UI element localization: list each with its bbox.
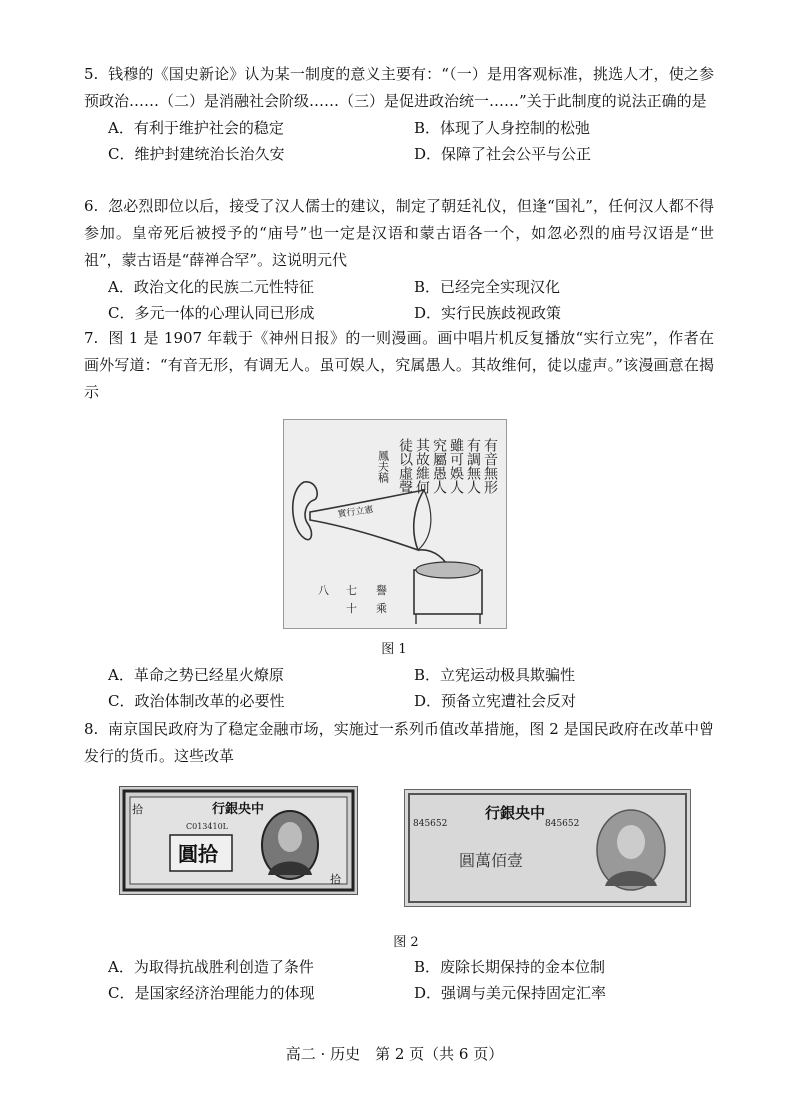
cartoon-date-2: 七: [346, 584, 357, 597]
banknote-2-bank: 行銀央中: [485, 804, 546, 822]
option-c[interactable]: C．多元一体的心理认同已形成: [108, 303, 315, 322]
answer-options: [84, 954, 714, 1006]
question-stem: [84, 325, 714, 406]
option-d[interactable]: D．保障了社会公平与公正: [414, 144, 592, 163]
option-c[interactable]: C．维护封建统治长治久安: [108, 144, 285, 163]
banknote-1: [119, 786, 358, 895]
cartoon-date-5: 乘: [376, 602, 387, 615]
cartoon-date-4: 十: [346, 602, 357, 615]
question-number: 5.: [84, 65, 99, 83]
answer-options: [84, 115, 714, 167]
cartoon-drawing: [284, 420, 506, 628]
option-a[interactable]: A．有利于维护社会的稳定: [108, 118, 284, 137]
cartoon-text-col-4: 究屬愚人: [431, 438, 447, 494]
option-b[interactable]: B．体现了人身控制的松弛: [414, 118, 591, 137]
question-7-options: [84, 662, 714, 714]
record-disc: [416, 562, 480, 578]
answer-options: [84, 274, 714, 326]
page-footer: 高二 · 历史 第 2 页（共 6 页）: [285, 1045, 504, 1063]
option-c[interactable]: C．是国家经济治理能力的体现: [108, 983, 315, 1002]
question-8-options: [84, 954, 714, 1006]
option-b[interactable]: B．立宪运动极具欺骗性: [414, 665, 576, 684]
banknote-2: [404, 789, 691, 907]
horn-label: 實行立憲: [337, 505, 375, 520]
question-7: [84, 325, 714, 406]
question-number: 7.: [84, 329, 99, 347]
banknote-2-serial-right: 845652: [545, 819, 580, 829]
option-d[interactable]: D．强调与美元保持固定汇率: [414, 983, 607, 1002]
option-d[interactable]: D．实行民族歧视政策: [414, 303, 562, 322]
cartoon-text-col-5: 其故維何: [414, 438, 430, 494]
option-a[interactable]: A．为取得抗战胜利创造了条件: [108, 957, 314, 976]
figure-2-caption: 图 2: [393, 935, 419, 950]
banknote-1-corner-tl: 拾: [132, 803, 143, 816]
answer-options: [84, 662, 714, 714]
question-8: [84, 716, 714, 770]
cartoon-text-col-3: 雖可娛人: [448, 438, 464, 494]
cartoon-text-col-1: 有音無形: [482, 438, 498, 494]
banknote-1-drawing: [120, 787, 357, 894]
figure-1-cartoon: [283, 419, 507, 629]
question-text: 忽必烈即位以后，接受了汉人儒士的建议，制定了朝廷礼仪，但逢“国礼”，任何汉人都不得参加。皇帝死后被授予的“庙号”也一定是汉语和蒙古语各一个，如忽必烈的庙号汉语是“世祖”，蒙古语是“薛禅合罕”。这说明元代: [84, 197, 714, 269]
banknote-1-bank: 行銀央中: [212, 802, 265, 817]
question-text: 图 1 是 1907 年载于《神州日报》的一则漫画。画中唱片机反复播放“实行立宪”，作者在画外写道：“有音无形，有调无人。虽可娱人，究属愚人。其故维何，徒以虚声。”该漫画意在揭示: [84, 329, 714, 401]
question-text: 钱穆的《国史新论》认为某一制度的意义主要有：“（一）是用客观标准，挑选人才，使之参预政治……（二）是消融社会阶级……（三）是促进政治统一……”关于此制度的说法正确的是: [84, 65, 714, 110]
banknote-1-corner-br: 拾: [330, 873, 341, 886]
question-stem: [84, 716, 714, 770]
option-c[interactable]: C．政治体制改革的必要性: [108, 691, 285, 710]
option-a[interactable]: A．政治文化的民族二元性特征: [108, 277, 314, 296]
option-a[interactable]: A．革命之势已经星火燎原: [108, 665, 284, 684]
cartoon-date-3: 譽: [376, 584, 387, 597]
cartoon-signature: 鳳夫稿: [376, 450, 390, 483]
question-number: 8.: [84, 720, 99, 738]
question-5: [84, 61, 714, 167]
figure-1-caption: 图 1: [381, 642, 407, 657]
question-stem: [84, 193, 714, 274]
banknote-2-serial-left: 845652: [413, 819, 448, 829]
option-d[interactable]: D．预备立宪遭社会反对: [414, 691, 577, 710]
cartoon-text-col-6: 徒以虛聲: [397, 438, 413, 494]
question-6: [84, 193, 714, 326]
question-number: 6.: [84, 197, 99, 215]
option-b[interactable]: B．已经完全实现汉化: [414, 277, 561, 296]
banknote-2-drawing: [405, 790, 690, 906]
cartoon-date-1: 八: [318, 584, 329, 597]
banknote-1-serial: C013410L: [186, 822, 228, 831]
banknote-1-denomination: 圓拾: [178, 842, 218, 866]
option-b[interactable]: B．废除长期保持的金本位制: [414, 957, 606, 976]
gramophone-horn: [310, 490, 424, 550]
question-stem: [84, 61, 714, 115]
question-text: 南京国民政府为了稳定金融市场，实施过一系列币值改革措施，图 2 是国民政府在改革中曾发行的货币。这些改革: [84, 720, 714, 765]
cartoon-text-col-2: 有調無人: [465, 438, 481, 494]
banknote-2-denomination: 圓萬佰壹: [459, 851, 524, 870]
